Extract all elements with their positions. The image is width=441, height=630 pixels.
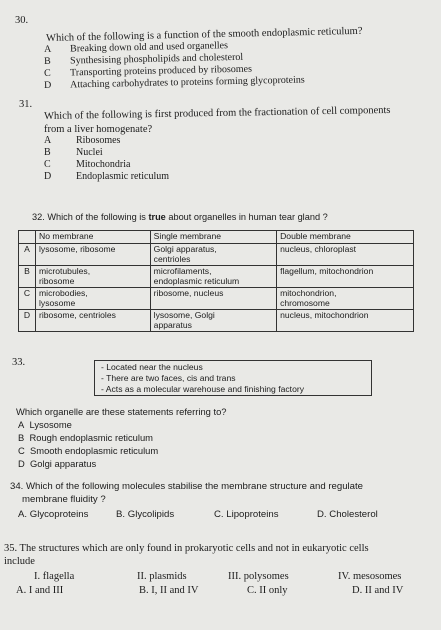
q33-option-a: A Lysosome [18, 419, 72, 430]
table-row [19, 310, 414, 332]
q35-option-b: B. I, II and IV [139, 585, 199, 596]
row-letter: B [19, 266, 36, 288]
table-cell: lysosome, ribosome [36, 244, 151, 266]
q34-question-line2: membrane fluidity ? [22, 494, 106, 505]
q35-item-iv: IV. mesosomes [338, 571, 402, 582]
q35-option-a: A. I and III [16, 585, 64, 596]
q30-option-d: D Attaching carbohydrates to proteins forming glycoproteins [44, 74, 305, 91]
q33-option-b: B Rough endoplasmic reticulum [18, 432, 153, 443]
q31-question-line2: from a liver homogenate? [44, 124, 153, 135]
row-letter: C [19, 288, 36, 310]
table-row [19, 244, 414, 266]
table-cell: nucleus, mitochondrion [277, 310, 414, 332]
table-header-cell: Double membrane [277, 231, 414, 244]
table-header-cell: Single membrane [150, 231, 276, 244]
q31-question-line1: Which of the following is first produced from the fractionation of cell components [44, 104, 391, 122]
table-cell: mitochondrion, chromosome [277, 288, 414, 310]
q33-statement-box [94, 360, 372, 396]
q30-option-b: B Synthesising phospholipids and cholesterol [44, 51, 244, 67]
q33-option-c: C Smooth endoplasmic reticulum [18, 445, 159, 456]
q35-option-d: D. II and IV [352, 585, 404, 596]
table-cell: lysosome, Golgi apparatus [150, 310, 276, 332]
q33-question: Which organelle are these statements referring to? [16, 406, 227, 417]
table-cell: Golgi apparatus, centrioles [150, 244, 276, 266]
q30-number: 30. [15, 15, 29, 26]
q30-question: Which of the following is a function of the smooth endoplasmic reticulum? [46, 25, 363, 44]
table-cell: nucleus, chloroplast [277, 244, 414, 266]
table-cell: microfilaments, endoplasmic reticulum [150, 266, 276, 288]
q31-option-a: A Ribosomes [44, 135, 121, 146]
q30-option-a: A Breaking down old and used organelles [44, 40, 229, 55]
row-letter: A [19, 244, 36, 266]
q35-question-line2: include [4, 556, 35, 567]
q33-number: 33. [12, 357, 26, 368]
q35-option-c: C. II only [247, 585, 288, 596]
table-row [19, 288, 414, 310]
q34-option-b: B. Glycolipids [116, 509, 175, 520]
table-cell: ribosome, centrioles [36, 310, 151, 332]
table-header-cell: No membrane [36, 231, 151, 244]
q34-option-a: A. Glycoproteins [18, 509, 89, 520]
q31-option-d: D Endoplasmic reticulum [44, 171, 170, 182]
q31-option-b: B Nuclei [44, 147, 103, 158]
table-cell: ribosome, nucleus [150, 288, 276, 310]
q32-question: 32. Which of the following is true about organelles in human tear gland ? [32, 212, 328, 222]
q33-statement: - Acts as a molecular warehouse and finishing factory [101, 384, 305, 394]
table-cell: flagellum, mitochondrion [277, 266, 414, 288]
q33-statement: - There are two faces, cis and trans [101, 373, 236, 383]
q31-option-c: C Mitochondria [44, 159, 131, 170]
table-cell: microtubules, ribosome [36, 266, 151, 288]
q35-item-ii: II. plasmids [137, 571, 187, 582]
q30-option-c: C Transporting proteins produced by ribosomes [44, 63, 253, 79]
table-cell: microbodies, lysosome [36, 288, 151, 310]
q33-statement: - Located near the nucleus [101, 362, 203, 372]
table-header-row [19, 231, 414, 244]
q34-option-c: C. Lipoproteins [214, 509, 279, 520]
q33-option-d: D Golgi apparatus [18, 458, 97, 469]
q34-question-line1: 34. Which of the following molecules stabilise the membrane structure and regulate [10, 481, 364, 492]
table-row [19, 266, 414, 288]
q31-number: 31. [19, 99, 33, 110]
q35-item-iii: III. polysomes [228, 571, 289, 582]
q34-option-d: D. Cholesterol [317, 509, 378, 520]
q35-question-line1: 35. The structures which are only found in prokaryotic cells and not in eukaryotic cells [4, 543, 369, 554]
q32-table [18, 230, 414, 332]
table-corner-cell [19, 231, 36, 244]
row-letter: D [19, 310, 36, 332]
q35-item-i: I. flagella [34, 571, 75, 582]
